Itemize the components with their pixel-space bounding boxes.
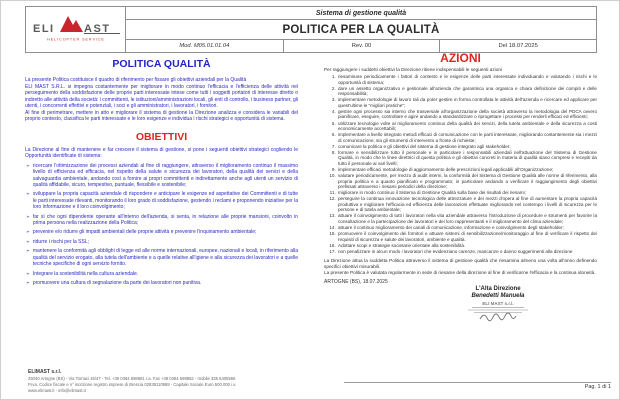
obiettivi-list [26, 163, 298, 287]
logo-text-left: ELI [32, 23, 55, 36]
footer-company-name: ELIMAST s.r.l. [28, 369, 62, 376]
place-date: ARTOGNE (BS), 18.07.2025 [324, 279, 388, 286]
system-title: Sistema di gestione qualità [126, 7, 596, 20]
list-item [26, 271, 298, 278]
doc-date: Del 18.07.2025 [439, 40, 596, 52]
bullet-arrow-icon: ➢ [26, 248, 30, 254]
bullet-arrow-icon: ➢ [26, 280, 30, 286]
company-footer [28, 369, 328, 394]
azioni-item: 5. utilizzare tecnologie volte al miglioramento continuo della qualità dei servizi, della tutela ambientale e della sicurezza a costi economicamente accettabili; [337, 121, 597, 132]
azioni-item: 1. riesaminare periodicamente i fattori di contesto e le esigenze delle parti interessate individuando e valutando i rischi e le opportunità di sistema; [337, 74, 597, 85]
politica-paragraph: ELI MAST S.R.L. si impegna costantemente per migliorare in modo continuo l'efficacia e l'efficienza delle attività nel perseguimento della soddisfazione delle proprie parti interessate intese come tutti i soggetti portatori di interesse diretto o indiretto alle attività della società: i committenti, le istituzioni/amministrazioni locali, gli enti di controllo, i business partner, gli utenti, i concorrenti effettivi e potenziali, i soci e gli amministratori, i lavoratori, i fornitori. [25, 83, 298, 109]
document-title: POLITICA PER LA QUALITÀ [126, 20, 596, 40]
obiettivi-intro: La Direzione al fine di mantenere e far crescere il sistema di gestione, si pone i seguenti obiettivi strategici cogliendo le Opportunità identificate di sistema: [25, 146, 298, 159]
obiettivi-item: ridurre i rischi per la SSL; [32, 238, 89, 245]
bullet-arrow-icon: ➢ [26, 229, 30, 235]
politica-paragraph: Al fine di perimetrare, mettere in atto e migliorare il sistema di gestione la Direzione analizza e considera le variabili del proprio contesto, classifica le parti interessate e le loro esigenze e individua i rischi strategici e opportunità di sistema. [25, 109, 298, 122]
azioni-item: 12. perseguire la continua innovazione tecnologica delle attrezzature e dei mezzi d'opera al fine di aumentare la propria capacità produttiva e migliorare l'efficacia ed efficienza delle lavorazioni effettuate migliorando nel contempo i livelli di sicurezza per le persone e di tutela ambientale; [337, 196, 597, 212]
doc-mod-code: Mod. M05.01.01.04 [179, 43, 230, 49]
azioni-item: 15. promuovere il coinvolgimento dei fornitori e attuare sistemi di sensibilizzazione/monitoraggio al fine di verificare il rispetto dei requisiti di sicurezza e salute dei lavoratori, ambiente e qualità. [337, 231, 597, 242]
azioni-intro: Per raggiungere i suddetti obiettivi la Direzione ritiene indispensabili le seguenti azioni [324, 66, 502, 72]
list-item [26, 229, 298, 236]
closing-paragraph: La presente Politica è valutata regolarmente in sede di riesame della direzione al fine di verificarne l'efficacia e la continua idoneità. [324, 269, 596, 275]
azioni-item: 2. dare un assetto organizzativo e gestionale all'azienda che garantisca una organica e chiara definizione dei compiti e delle responsabilità; [337, 86, 597, 97]
azioni-item: 4. gestire ogni processo sia interno che trasversale all'organizzazione della società attraverso la metodologia del PDCA ovvero pianificare, eseguire, controllare e agire andando a standardizzare o riprogettare i processi per renderli efficaci ed efficienti; [337, 109, 597, 120]
stamp-line [472, 307, 524, 308]
footer-line: www.elimast.it - info@elimast.it [28, 388, 86, 394]
document-header [25, 6, 597, 53]
bullet-arrow-icon: ➢ [26, 213, 30, 219]
azioni-title: AZIONI [440, 51, 481, 65]
politica-title: POLITICA QUALITÀ [112, 58, 211, 70]
elimast-logo [26, 7, 126, 52]
logo-text-right: AST [83, 23, 110, 36]
signature-role: L'Alta Direzione [475, 286, 521, 293]
mountain-icon [60, 16, 83, 32]
azioni-item: 3. implementare metodologie di lavoro tali da poter gestire in forma controllata le attività dell'azienda e ricercare ed applicare per quest'ultime le "migliori pratiche"; [337, 97, 597, 108]
stamp-line [468, 310, 528, 311]
bullet-arrow-icon: ➢ [26, 270, 30, 276]
bullet-arrow-icon: ➢ [26, 162, 30, 168]
closing-paragraphs [324, 258, 597, 276]
list-item [26, 214, 298, 227]
handwritten-signature [480, 313, 516, 321]
azioni-item: 6. implementare a livello integrato metodi efficaci di comunicazione con le parti interessate, migliorando costantemente sia i mezzi di comunicazione, sia gli strumenti di intervento a fronte di richieste; [337, 132, 597, 143]
bullet-arrow-icon: ➢ [26, 238, 30, 244]
azioni-item: 8. formare e sensibilizzare tutto il personale e in particolare i responsabili aziendali nell'attuazione del Sistema di Gestione Qualità, in modo che le linee direttrici di questa politica e gli obiettivi concreti in materia di qualità siano compresi e recepiti da tutto il personale ai vari livelli; [337, 150, 597, 166]
list-item [26, 239, 298, 246]
list-item [26, 248, 298, 268]
obiettivi-item: sviluppare la propria capacità aziendale di rispondere e anticipare le esigenze ed aspettative dei Committenti e di tutte le parti interessate rilevanti, monitorando il loro grado di soddisfazione, gestendo i reclami e proponendo iniziative per la loro informazione e il loro coinvolgimento; [32, 191, 298, 211]
list-item [26, 191, 298, 211]
stamp-company-text: ELI MAST s.r.l. [482, 301, 514, 307]
signature-stamp [458, 300, 538, 324]
elimast-logo-graphic [30, 13, 122, 45]
doc-revision: Rev. 00 [283, 40, 440, 52]
azioni-item: 14. attuare il continuo miglioramento dei canali di comunicazione, informazione e coinvolgimento degli stakeholder; [337, 225, 597, 230]
page-number: Pag. 1 di 1 [344, 382, 611, 391]
azioni-item: 16. Adottare scopi e strategie societarie orientate alla sostenibilità. [337, 243, 597, 248]
obiettivi-item: far sì che ogni dipendente operante all'interno dell'azienda, si senta, in relazione alle proprie mansioni, coinvolto in prima persona nella realizzazione della Politica; [32, 213, 298, 227]
obiettivi-item: mantenere la conformità agli obblighi di legge ed alle norme internazionali, europee, nazionali e locali, in riferimento alla qualità del servizio erogato, alla tutela dell'ambiente e a quelle relative all'igiene e alla sicurezza dei lavoratori e a quelle tecniche specifiche di ogni servizio fornito. [32, 248, 298, 268]
signature-name: Benedetti Manuela [471, 293, 525, 300]
obiettivi-item: ricercare l'ottimizzazione dei processi aziendali al fine di raggiungere, attraverso il miglioramento continuo il massimo livello di efficienza ed efficacia, nel rispetto della salute e sicurezza dei lavoratori, della qualità dei servizi e della salvaguardia ambientale, andando così a fornire ai propri committenti e indirettamente anche agli utenti un servizio di qualità affidabile, sicuro, tempestivo, puntuale, flessibile e sostenibile; [32, 162, 298, 188]
azioni-item: 7. comunicare la politica e gli obiettivi del sistema di gestione integrato agli stakeholder; [337, 144, 597, 149]
footer-line: P.iva, Codice fiscale e n° iscrizione registro imprese di Brescia 02839110988 - Capitale Sociale Euro 500.000 i.v. [28, 382, 237, 388]
obiettivi-item: promuovere una cultura di segnalazione da parte dei lavoratori non punitiva. [32, 280, 202, 287]
azioni-item: 10. valutare periodicamente, per mezzo di audit interni, la conformità del Sistema di Gestione Qualità alle norme di riferimento, alla propria politica e a quanto pianificato e programmato; in particolare andando a verificare il raggiungimento degli obiettivi prefissati attraverso i riesami periodici della direzione; [337, 173, 597, 189]
closing-paragraph: La Direzione attua la suddetta Politica attraverso il sistema di gestione qualità che riesamina almeno una volta all'anno definendo specifici obiettivi misurabili. [324, 257, 597, 269]
azioni-list [324, 74, 597, 254]
azioni-item: 11. migliorare in modo continuo il Sistema di Gestione Qualità sulla base dei risultati dei riesami; [337, 190, 597, 195]
content-columns [25, 49, 597, 324]
left-column [25, 49, 298, 324]
azioni-item: 9. implementare efficaci metodologie di aggiornamento delle prescrizioni legali applicabili all'Organizzazione; [337, 167, 597, 172]
logo-subtitle: HELICOPTER SERVICE [46, 37, 105, 42]
signature-block [403, 286, 593, 324]
bullet-arrow-icon: ➢ [26, 191, 30, 197]
stamp-line [474, 312, 522, 313]
azioni-item: 13. attuare il coinvolgimento di tutti i lavoratori nella vita aziendale attraverso l'introduzione di procedure e strumenti per favorire la consultazione e la partecipazione dei lavoratori e dei loro rappresentanti e il miglioramento del clima aziendale; [337, 213, 597, 224]
obiettivi-item: Integrare la sostenibilità nella cultura aziendale. [32, 270, 139, 277]
politica-paragraph: La presente Politica costituisce il quadro di riferimento per fissare gli obiettivi aziendali per la Qualità [25, 77, 247, 83]
obiettivi-item: prevenire e/o ridurre gli impatti ambientali delle proprie attività e prevenire l'inquinamento ambientale; [32, 229, 257, 236]
list-item [26, 163, 298, 189]
list-item [26, 280, 298, 287]
azioni-item: 17. non penalizzare in alcun modo i lavoratori che evidenziano carenze, mancanze o danno suggerimenti alla direzione [337, 249, 597, 254]
obiettivi-title: OBIETTIVI [135, 130, 188, 143]
footer-line: 25040 Artogne (BS) - Via Tornaci 45/47 - Tel. +39 0364 598881 r.a. Fax +39 0364 598882 - mobile 335 6408566 [28, 376, 236, 382]
right-column [324, 49, 597, 324]
